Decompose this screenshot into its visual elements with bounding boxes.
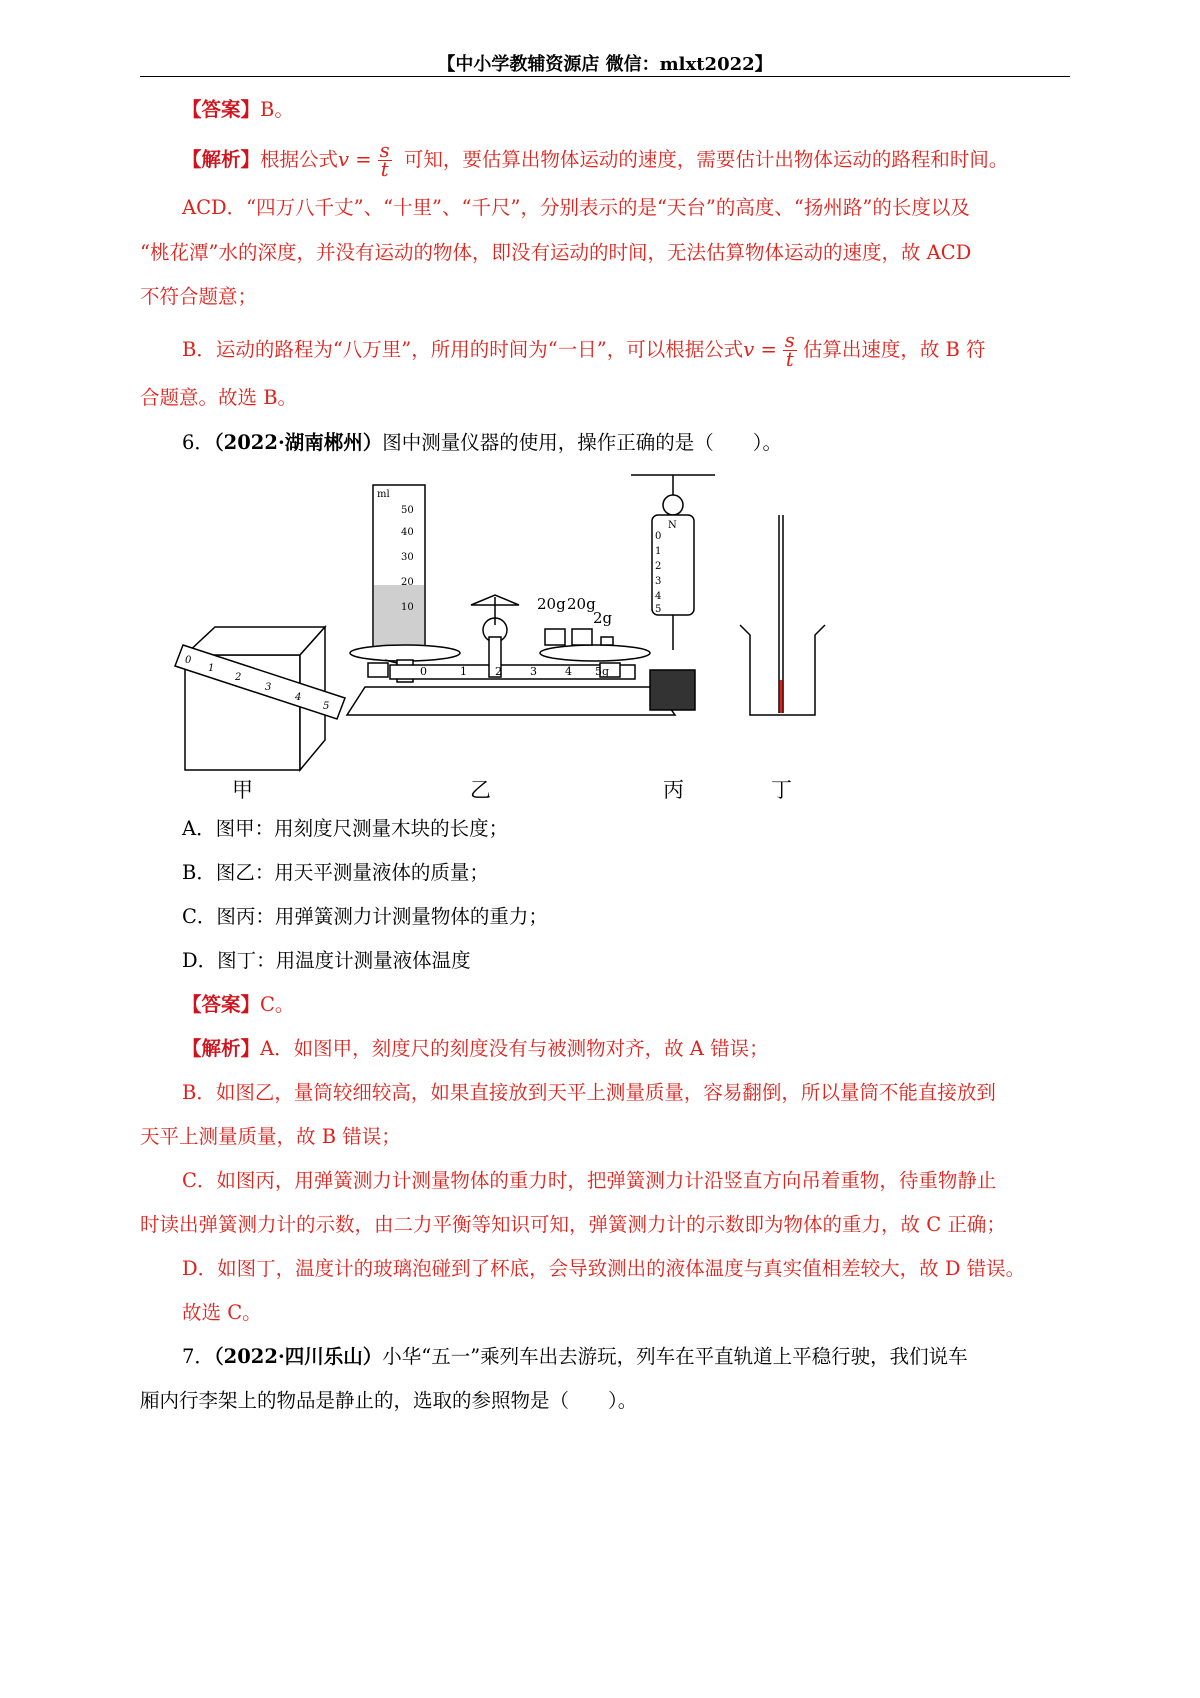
page-header: 【中小学教辅资源店 微信：mlxt2022】 [437,54,773,75]
q6-analysis-d: D．如图丁，温度计的玻璃泡碰到了杯底，会导致测出的液体温度与真实值相差较大，故 D 错误。 [182,1257,1026,1280]
svg-text:3: 3 [655,576,662,587]
cylinder-unit: ml [377,489,390,500]
q5-analysis-line: 【解析】根据公式v = $\frac{s}{t}$ 可知，要估算出物体运动的速度，需要估计出物体运动的路程和时间。 [182,139,1009,181]
svg-text:3: 3 [530,665,537,678]
question-source: （2022·四川乐山） [213,1345,383,1368]
q6-analysis-a: 【解析】A．如图甲，刻度尺的刻度没有与被测物对齐，故 A 错误； [182,1037,769,1060]
q5-b-line-1: B．运动的路程为“八万里”，所用的时间为“一日”，可以根据公式v = $\frac{s}{t}$ 估算出速度，故 B 符 [182,329,986,371]
measurement-figure [175,489,1045,805]
ruler-tick-0: 0 [185,655,192,666]
svg-text:5g: 5g [595,665,610,678]
svg-text:10: 10 [401,602,414,613]
fig-bing-spring-scale [631,475,715,710]
q6-analysis-b1: B．如图乙，量筒较细较高，如果直接放到天平上测量质量，容易翻倒，所以量筒不能直接放到 [182,1081,996,1104]
q5-acd-line-1: ACD．“四万八千丈”、“十里”、“千尺”，分别表示的是“天台”的高度、“扬州路”的长度以及 [182,196,970,219]
fig-ding-thermometer [740,515,825,715]
svg-text:30: 30 [401,552,414,563]
formula-v: v [338,148,350,171]
spring-unit: N [668,520,677,531]
ruler-tick-5: 5 [323,701,330,712]
q5-b-line-2: 合题意。故选 B。 [140,386,298,409]
svg-text:4: 4 [655,591,662,602]
answer-value: B。 [260,98,294,121]
svg-text:2: 2 [655,561,662,572]
svg-text:0: 0 [655,531,662,542]
option-d: D．图丁：用温度计测量液体温度 [182,949,471,972]
option-a: A．图甲：用刻度尺测量木块的长度； [182,817,509,840]
q6-analysis-c2: 时读出弹簧测力计的示数，由二力平衡等知识可知，弹簧测力计的示数即为物体的重力，故 C 正确； [140,1213,1006,1236]
q6-conclusion: 故选 C。 [182,1301,262,1324]
svg-text:0: 0 [420,665,427,678]
ruler-tick-4: 4 [295,692,302,703]
q7-stem-2: 厢内行李架上的物品是静止的，选取的参照物是（ ）。 [140,1389,638,1412]
svg-text:1: 1 [460,665,467,678]
svg-text:4: 4 [565,665,572,678]
fig-jia-block-ruler [175,627,345,770]
weight-label-1: 20g [537,595,566,613]
question-source: （2022·湖南郴州） [213,431,383,454]
svg-text:50: 50 [401,505,414,516]
formula-fraction: $\frac{s}{t}$ [379,139,390,181]
q6-answer-line: 【答案】C。 [182,993,295,1016]
fig-label-yi: 乙 [470,778,491,802]
q7-stem-1: 7．（2022·四川乐山）小华“五一”乘列车出去游玩，列车在平直轨道上平稳行驶，我们说车 [182,1345,968,1368]
q5-acd-line-2: “桃花潭”水的深度，并没有运动的物体，即没有运动的时间，无法估算物体运动的速度，故 ACD [140,241,972,264]
fig-label-bing: 丙 [663,778,684,802]
svg-text:40: 40 [401,527,414,538]
fig-label-ding: 丁 [771,778,792,802]
analysis-tag: 【解析】 [182,148,261,171]
ruler-tick-2: 2 [235,672,242,683]
q6-analysis-b2: 天平上测量质量，故 B 错误； [140,1125,401,1148]
ruler-tick-1: 1 [208,663,215,674]
q5-answer-line [182,95,1070,125]
answer-tag: 【答案】 [182,98,261,121]
option-c: C．图丙：用弹簧测力计测量物体的重力； [182,905,548,928]
svg-text:5: 5 [655,604,662,615]
option-b: B．图乙：用天平测量液体的质量； [182,861,489,884]
q5-acd-line-3: 不符合题意； [140,285,258,308]
svg-text:2: 2 [495,665,502,678]
formula-fraction-2: $\frac{s}{t}$ [784,329,795,371]
ruler-tick-3: 3 [265,682,272,693]
fig-label-jia: 甲 [232,778,253,802]
fig-yi-balance [347,485,675,715]
q6-analysis-c1: C．如图丙，用弹簧测力计测量物体的重力时，把弹簧测力计沿竖直方向吊着重物，待重物静止 [182,1169,997,1192]
weight-label-3: 2g [593,609,613,627]
svg-text:20: 20 [401,577,414,588]
header-divider [140,76,1070,77]
q6-stem: 6．（2022·湖南郴州）图中测量仪器的使用，操作正确的是（ ）。 [182,431,782,454]
svg-text:1: 1 [655,546,662,557]
weight-label-2: 20g [567,595,596,613]
